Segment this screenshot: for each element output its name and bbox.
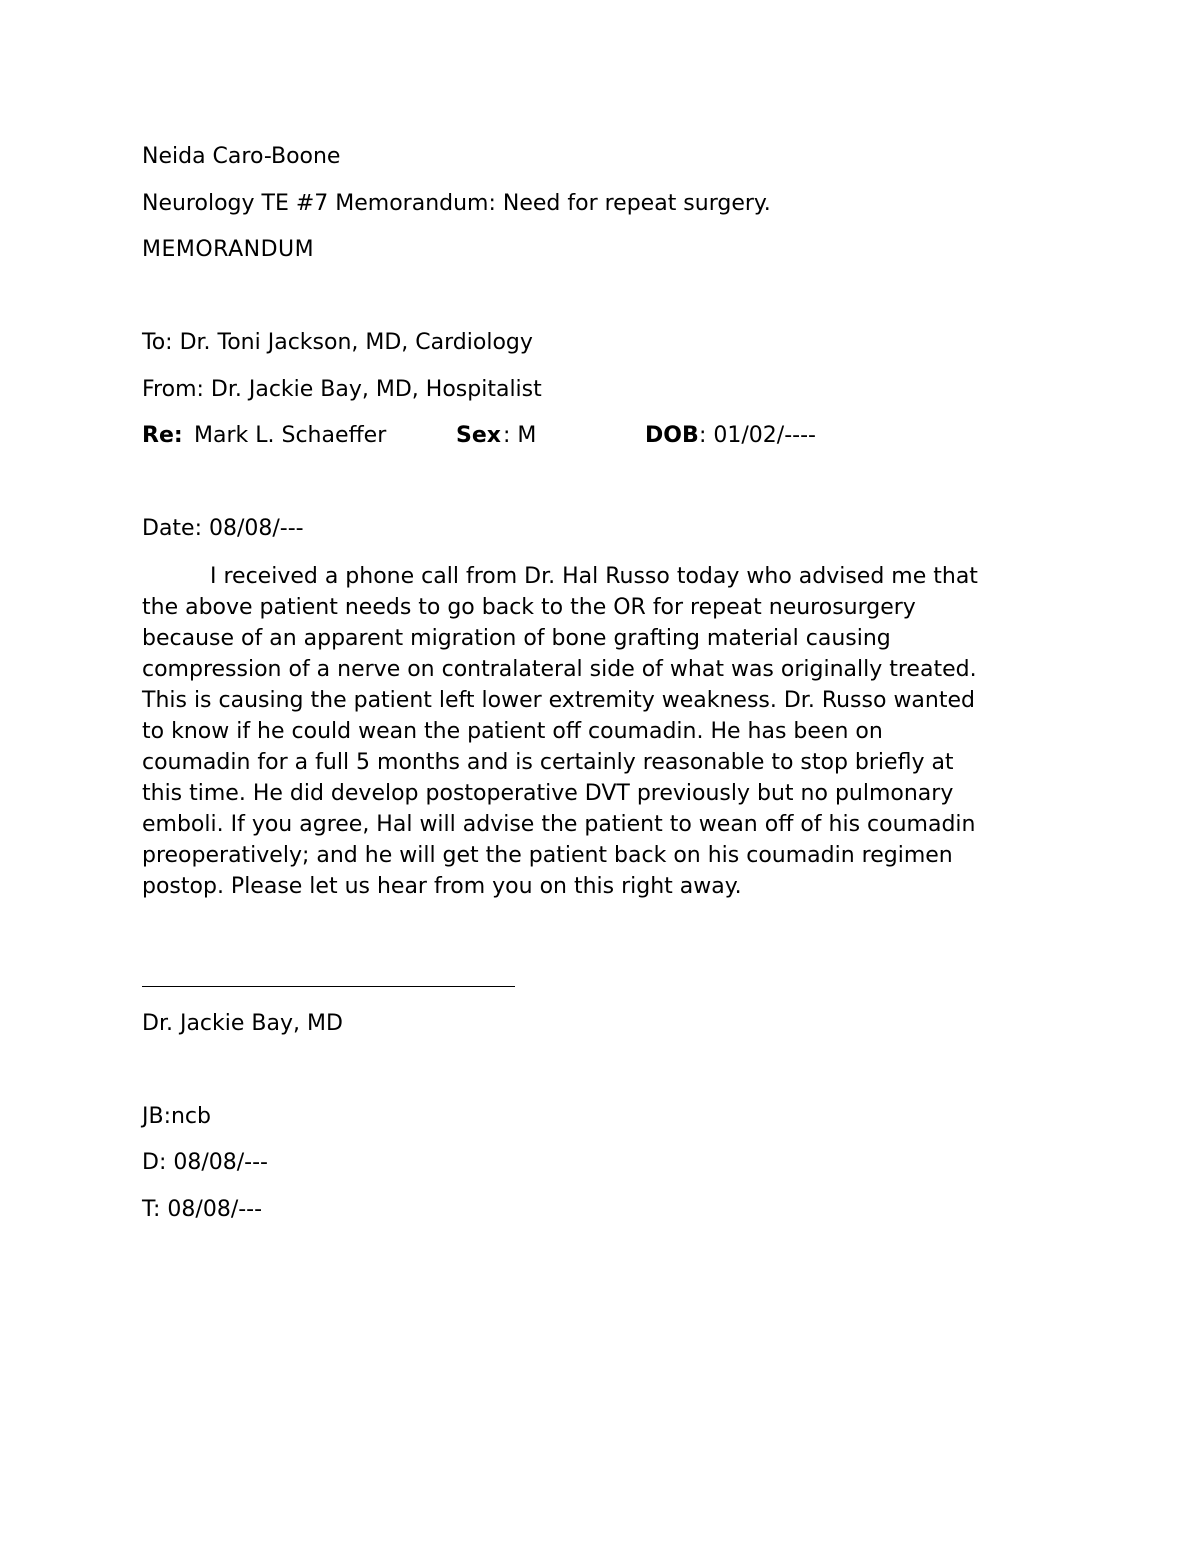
signature-name: Dr. Jackie Bay, MD	[142, 1011, 343, 1036]
memo-from: From: Dr. Jackie Bay, MD, Hospitalist	[142, 377, 542, 402]
body-line: This is causing the patient left lower extremity weakness. Dr. Russo wanted	[142, 688, 975, 713]
transcribed-date: T: 08/08/---	[142, 1197, 263, 1222]
memo-heading: MEMORANDUM	[142, 237, 315, 262]
dob-label: DOB	[645, 423, 699, 448]
body-line: this time. He did develop postoperative DVT previously but no pulmonary	[142, 781, 954, 806]
re-label: Re:	[142, 423, 183, 448]
sex-value: : M	[503, 423, 537, 448]
body-line: emboli. If you agree, Hal will advise the patient to wean off of his coumadin	[142, 812, 976, 837]
body-line: the above patient needs to go back to the OR for repeat neurosurgery	[142, 595, 916, 620]
author-name: Neida Caro-Boone	[142, 144, 341, 169]
body-line: postop. Please let us hear from you on this right away.	[142, 874, 742, 899]
body-line: because of an apparent migration of bone grafting material causing	[142, 626, 891, 651]
body-line: to know if he could wean the patient off coumadin. He has been on	[142, 719, 883, 744]
memo-date: Date: 08/08/---	[142, 516, 304, 541]
body-line: coumadin for a full 5 months and is certainly reasonable to stop briefly at	[142, 750, 954, 775]
memo-to: To: Dr. Toni Jackson, MD, Cardiology	[142, 330, 533, 355]
patient-name: Mark L. Schaeffer	[194, 423, 387, 448]
dob-value: : 01/02/----	[699, 423, 816, 448]
memo-body	[142, 561, 1062, 902]
body-line: compression of a nerve on contralateral side of what was originally treated.	[142, 657, 977, 682]
document-subject: Neurology TE #7 Memorandum: Need for repeat surgery.	[142, 191, 771, 216]
sex-label: Sex	[456, 423, 501, 448]
body-line: I received a phone call from Dr. Hal Russo today who advised me that	[210, 564, 978, 589]
body-line: preoperatively; and he will get the patient back on his coumadin regimen	[142, 843, 953, 868]
dictated-date: D: 08/08/---	[142, 1150, 268, 1175]
signature-line	[142, 986, 515, 987]
reference-initials: JB:ncb	[142, 1104, 211, 1129]
